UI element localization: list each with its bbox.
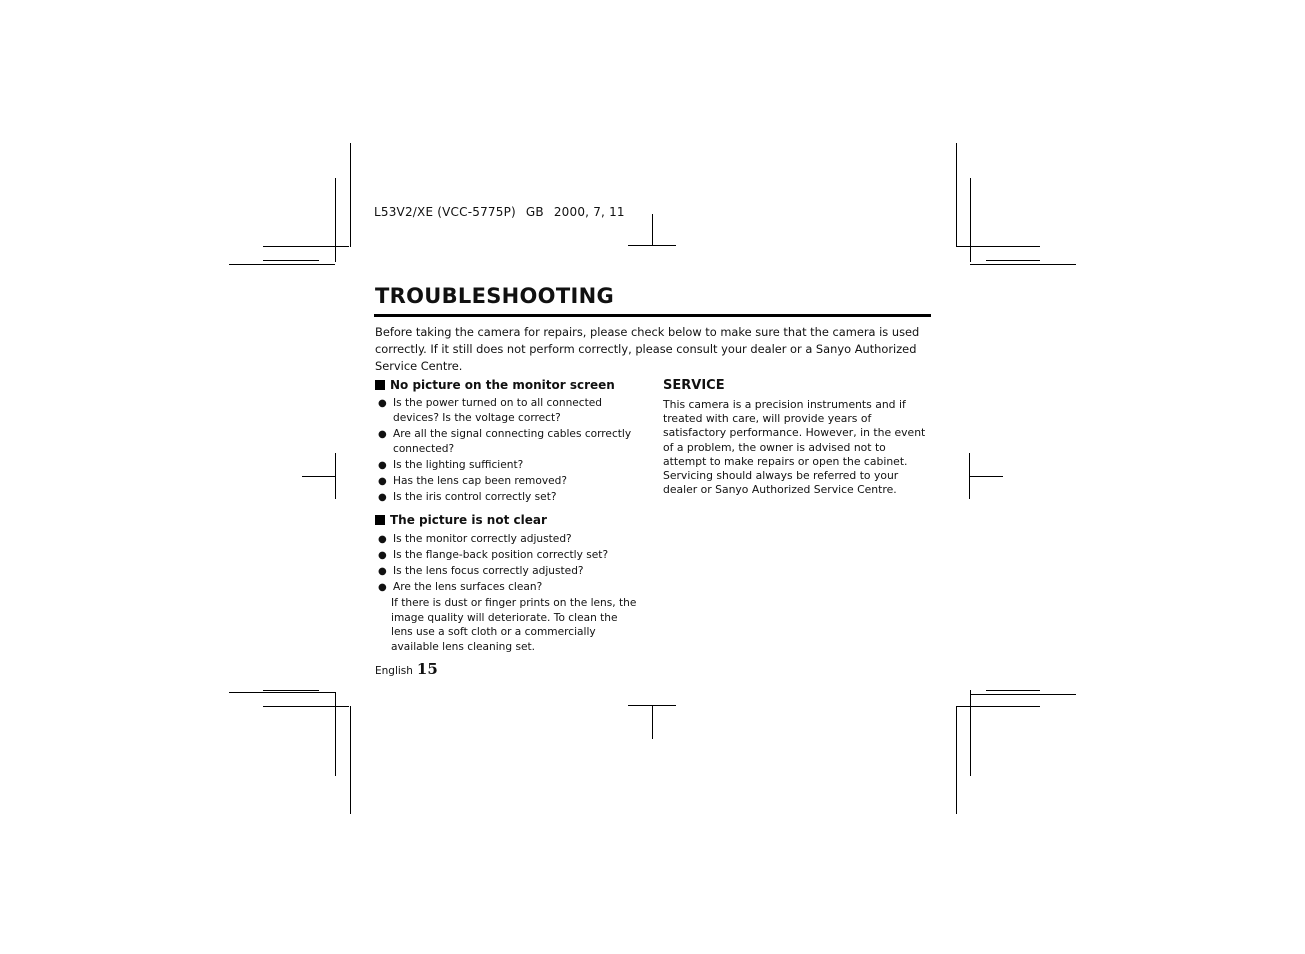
list-item [375,564,650,579]
lens-cleaning-note: If there is dust or finger prints on the lens, the image quality will deteriorate. To clean the lens use a soft cloth or a commercially available lens cleaning set. [391,597,637,653]
list-item [375,490,650,505]
bullet-icon: ● [378,550,387,561]
list-item-text: Are the lens surfaces clean? [393,581,543,593]
crop-mark [652,214,653,246]
bullet-icon: ● [378,534,387,545]
bullet-icon: ● [378,492,387,503]
bullet-icon: ● [378,566,387,577]
crop-mark [263,690,319,691]
crop-mark [350,143,351,247]
bullet-icon: ● [378,582,387,593]
list-item-text: Is the lighting sufficient? [393,459,524,471]
crop-mark [229,264,335,265]
list-item [375,532,650,547]
crop-mark [335,692,336,776]
section-heading-text: The picture is not clear [390,513,547,527]
crop-mark [956,143,957,247]
section-heading [375,378,650,392]
checklist [375,396,650,505]
bullet-icon: ● [378,460,387,471]
crop-mark [969,476,1003,477]
crop-mark [970,264,1076,265]
section-heading [375,513,650,527]
page-footer [375,660,438,678]
square-bullet-icon [375,380,385,390]
list-item [375,580,650,595]
section-not-clear [375,513,650,654]
model-code: L53V2/XE (VCC-5775P) [374,205,516,219]
crop-mark [956,706,957,814]
crop-mark [302,476,335,477]
crop-mark [652,705,653,739]
crop-mark [335,178,336,262]
crop-mark [986,260,1040,261]
service-paragraph: This camera is a precision instruments and if treated with care, will provide years of satisfactory performance. However, in the event of a problem, the owner is advised not to attempt to make repairs or open the cabinet. Servicing should always be referred to your dealer or Sanyo Authorized Service Centre. [663,398,926,497]
list-item [375,427,650,457]
crop-mark [350,706,351,814]
crop-mark [986,690,1040,691]
print-date: 2000, 7, 11 [553,205,625,219]
crop-mark [970,694,1076,695]
crop-mark [263,246,349,247]
list-item [375,548,650,563]
language-code: GB [525,205,544,219]
checklist [375,532,650,595]
list-item-text: Has the lens cap been removed? [393,475,567,487]
crop-mark [970,178,971,262]
crop-mark [229,692,335,693]
bullet-icon: ● [378,398,387,409]
crop-mark [335,453,336,499]
crop-mark [263,706,349,707]
crop-mark [956,246,1040,247]
list-item-text: Is the flange-back position correctly set? [393,549,609,561]
bullet-icon: ● [378,476,387,487]
list-item [375,458,650,473]
service-heading: SERVICE [663,378,725,393]
crop-mark [628,245,676,246]
section-heading-text: No picture on the monitor screen [390,378,615,392]
list-item-text: Is the monitor correctly adjusted? [393,533,572,545]
crop-mark [956,706,1040,707]
title-underline [374,314,931,317]
square-bullet-icon [375,515,385,525]
section-no-picture [375,378,650,506]
footer-language: English [375,665,413,677]
list-item-text: Is the iris control correctly set? [393,491,557,503]
page-number: 15 [416,660,438,678]
page-title: TROUBLESHOOTING [375,284,614,308]
bullet-icon: ● [378,429,387,440]
crop-mark [263,260,319,261]
crop-mark [970,690,971,776]
list-item-text: Are all the signal connecting cables correctly connected? [393,428,632,455]
intro-paragraph: Before taking the camera for repairs, please check below to make sure that the camera is used correctly. If it still does not perform correctly, please consult your dealer or a Sanyo Authorized Service Centre. [375,325,920,373]
list-item-text: Is the power turned on to all connected devices? Is the voltage correct? [393,397,603,424]
list-item [375,396,650,426]
list-item-text: Is the lens focus correctly adjusted? [393,565,584,577]
document-code-line [374,205,635,219]
list-item [375,474,650,489]
